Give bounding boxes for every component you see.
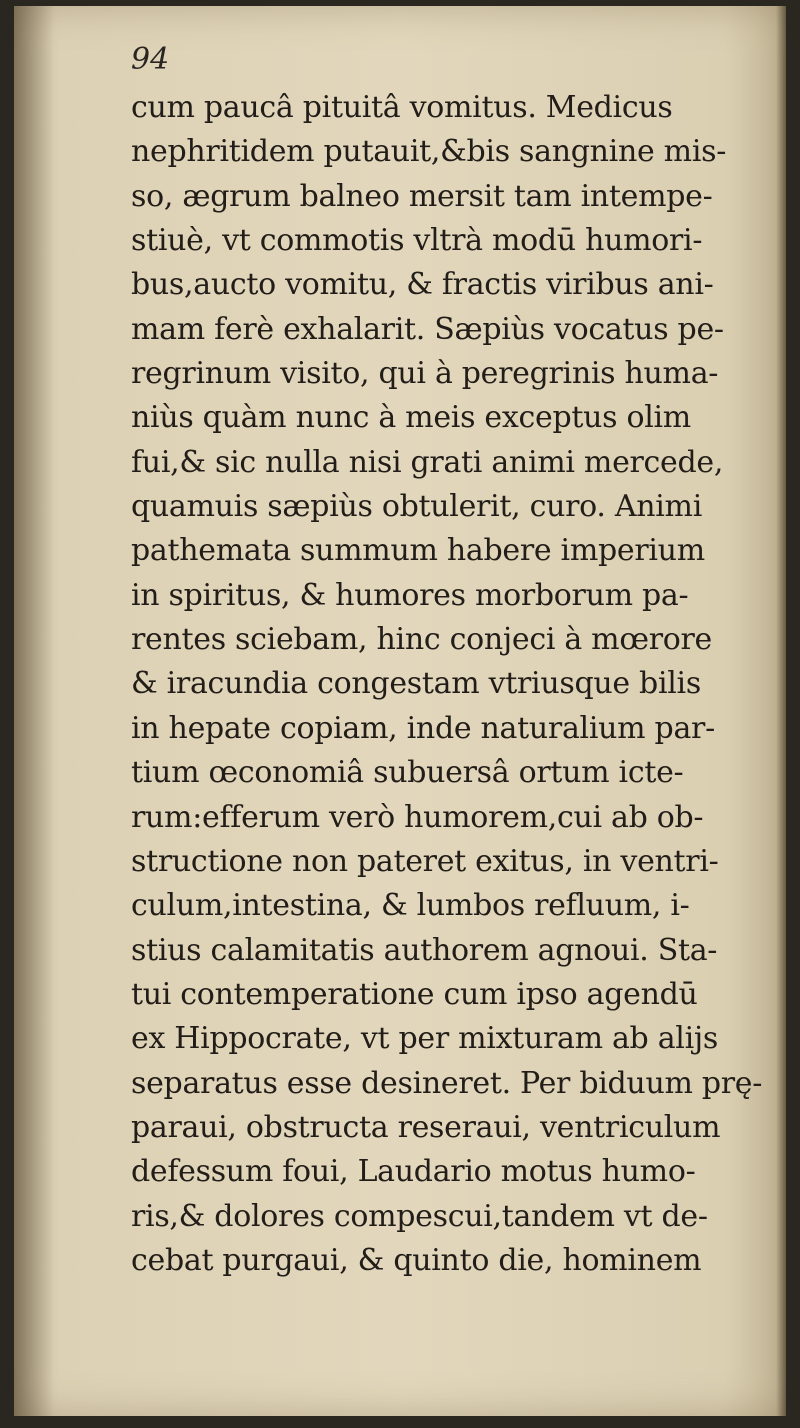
text-line: rum:efferum verò humorem,cui ab ob-: [131, 799, 704, 835]
text-line: mam ferè exhalarit. Sæpiùs vocatus pe-: [131, 311, 724, 347]
text-line: tium œconomiâ subuersâ ortum icte-: [131, 755, 684, 791]
text-line: cebat purgaui, & quinto die, hominem: [131, 1242, 702, 1278]
text-line: bus,aucto vomitu, & fractis viribus ani-: [131, 267, 714, 303]
text-line: in spiritus, & humores morborum pa-: [131, 577, 689, 613]
text-line: ex Hippocrate, vt per mixturam ab alijs: [131, 1021, 718, 1057]
body-text: [131, 86, 771, 1283]
text-line: tui contemperatione cum ipso agendū: [131, 976, 698, 1012]
text-line: so, ægrum balneo mersit tam intempe-: [131, 178, 713, 214]
text-line: niùs quàm nunc à meis exceptus olim: [131, 400, 691, 436]
text-line: stius calamitatis authorem agnoui. Sta-: [131, 932, 718, 968]
text-line: in hepate copiam, inde naturalium par-: [131, 710, 715, 746]
text-line: separatus esse desineret. Per biduum prę-: [131, 1065, 763, 1101]
text-line: rentes sciebam, hinc conjeci à mœrore: [131, 622, 712, 658]
spine-shadow: [14, 6, 54, 1416]
text-line: nephritidem putauit,&bis sangnine mis-: [131, 134, 727, 170]
text-line: cum paucâ pituitâ vomitus. Medicus: [131, 90, 673, 125]
text-line: pathemata summum habere imperium: [131, 533, 705, 569]
text-line: culum,intestina, & lumbos refluum, i-: [131, 888, 690, 924]
text-line: ris,& dolores compescui,tandem vt de-: [131, 1198, 708, 1234]
text-line: regrinum visito, qui à peregrinis huma-: [131, 356, 719, 392]
text-line: fui,& sic nulla nisi grati animi mercede,: [131, 444, 724, 480]
text-line: paraui, obstructa reseraui, ventriculum: [131, 1109, 721, 1145]
text-line: defessum foui, Laudario motus humo-: [131, 1154, 696, 1190]
text-line: & iracundia congestam vtriusque bilis: [131, 666, 701, 702]
text-line: stiuè, vt commotis vltrà modū humori-: [131, 223, 703, 259]
text-line: structione non pateret exitus, in ventri-: [131, 843, 719, 879]
text-line: quamuis sæpiùs obtulerit, curo. Animi: [131, 489, 703, 525]
page-number: 94: [131, 42, 170, 77]
page-edge: [776, 6, 786, 1416]
